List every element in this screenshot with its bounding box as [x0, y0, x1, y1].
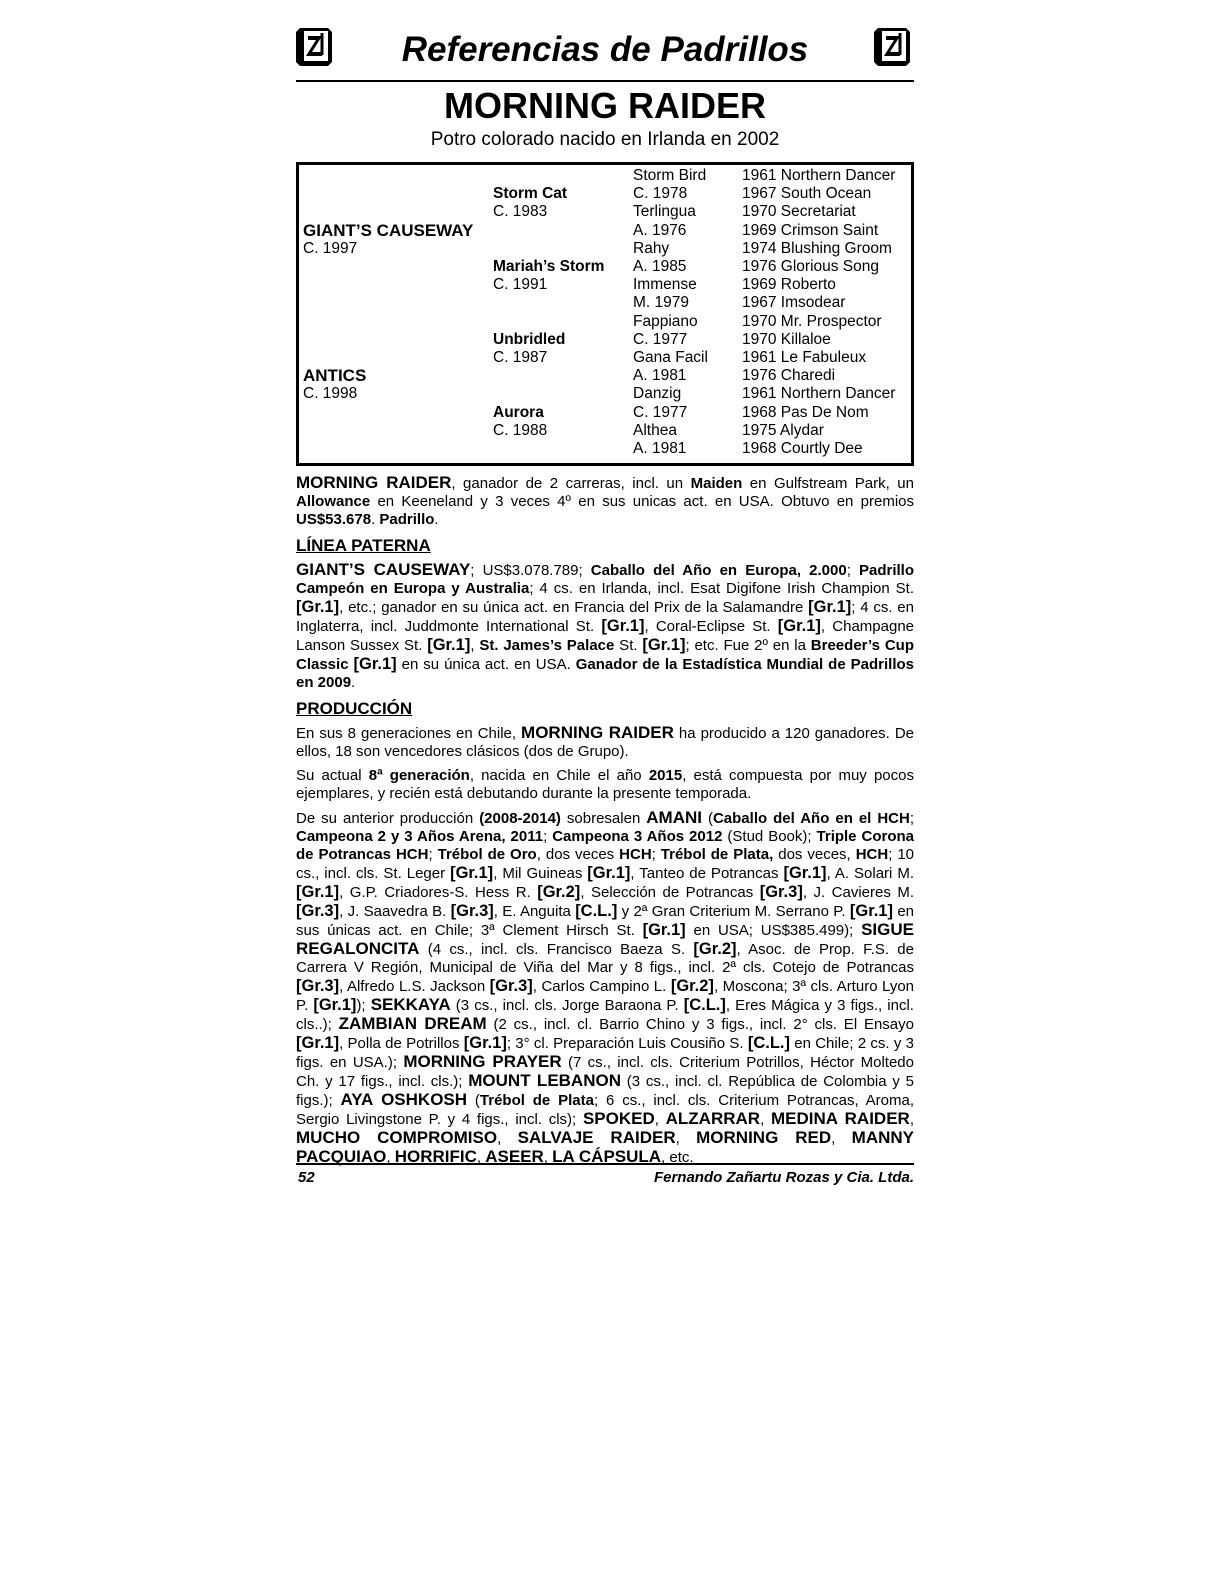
- linea-text: , Champagne Lanson Sussex St.: [296, 618, 915, 654]
- produccion-text: (4 cs., incl. cls. Francisco Baeza S.: [419, 941, 694, 958]
- sire-name: GIANT’S CAUSEWAY: [296, 560, 471, 579]
- produccion-text: ; 10 cs., incl. cls. St. Leger: [296, 846, 915, 882]
- linea-text: .: [351, 674, 356, 691]
- produccion-text: ;: [651, 846, 661, 863]
- offspring-name: SPOKED: [582, 1109, 655, 1128]
- pedigree-ancestor-cell: 1961 Northern Dancer: [742, 167, 896, 184]
- linea-text: ; 4 cs. en Inglaterra, incl. Juddmonte International St.: [296, 599, 914, 635]
- grade-label: [Gr.1]: [313, 996, 357, 1014]
- produccion-paragraph-2: [296, 767, 914, 803]
- pedigree-ancestor-cell: Fappiano: [633, 312, 698, 330]
- produccion-bold: Caballo del Año en el HCH: [712, 810, 910, 827]
- produccion-text: , Selección de Potrancas: [580, 884, 760, 901]
- produccion-paragraph-3: [296, 809, 914, 1167]
- linea-paragraph: [296, 561, 914, 692]
- pedigree-ancestor-cell: 1970 Killaloe: [742, 330, 831, 348]
- intro-text: , ganador de 2 carreras, incl. un: [451, 475, 691, 492]
- pedigree-ancestor-cell: 1968 Courtly Dee: [742, 440, 863, 457]
- grade-label: [Gr.2]: [670, 977, 714, 995]
- intro-text: en Keeneland y 3 veces 4º en sus unicas act. en USA. Obtuvo en premios: [370, 493, 914, 510]
- produccion-text: , J. Cavieres M.: [802, 884, 914, 901]
- pedigree-ancestor-cell: A. 1981: [633, 440, 687, 457]
- page-footer: [296, 1163, 914, 1189]
- produccion-text: dos veces,: [773, 846, 856, 863]
- offspring-name: MEDINA RAIDER: [770, 1109, 910, 1128]
- grade-label: [Gr.1]: [642, 636, 686, 654]
- produccion-text: ,: [497, 1130, 518, 1147]
- produccion-text: ,: [675, 1130, 697, 1147]
- produccion-text: ;: [428, 846, 438, 863]
- grade-label: [Gr.3]: [759, 883, 803, 901]
- produccion-bold: 2015: [648, 767, 683, 784]
- pedigree-grandsire-cell: Storm Cat: [493, 185, 568, 203]
- produccion-text: );: [356, 997, 371, 1014]
- publisher: Fernando Zañartu Rozas y Cia. Ltda.: [653, 1169, 914, 1186]
- produccion-text: , etc.: [661, 1149, 694, 1166]
- produccion-text: (2 cs., incl. cl. Barrio Chino y 3 figs., incl. 2° cls. El Ensayo: [486, 1016, 914, 1033]
- pedigree-sire-cell: GIANT’S CAUSEWAY: [303, 220, 474, 240]
- offspring-name: ASEER: [485, 1147, 544, 1166]
- pedigree-ancestor-cell: A. 1976: [633, 221, 687, 239]
- produccion-text: ; 3° cl. Preparación Luis Cousiño S.: [506, 1035, 748, 1052]
- grade-label: [Gr.1]: [296, 1034, 340, 1052]
- grade-label: [C.L.]: [575, 902, 618, 920]
- offspring-name: MORNING PRAYER: [403, 1052, 562, 1071]
- pedigree-grandsire-cell: Unbridled: [493, 330, 566, 348]
- grade-label: [Gr.1]: [783, 864, 827, 882]
- grade-label: [Gr.1]: [849, 902, 893, 920]
- pedigree-sire-cell: ANTICS: [303, 366, 367, 386]
- produccion-text: Su actual: [296, 767, 369, 784]
- linea-text: en su única act. en USA.: [396, 656, 576, 673]
- produccion-text: (7 cs., incl. cls. Criterium Potrillos, Héctor Moltedo Ch. y 17 figs., incl. cls.);: [296, 1054, 914, 1090]
- offspring-name: ALZARRAR: [665, 1109, 761, 1128]
- pedigree-ancestor-cell: 1967 South Ocean: [742, 185, 872, 203]
- linea-text: , etc.; ganador en su única act. en Francia del Prix de la Salamandre: [339, 599, 809, 616]
- intro-prize: US$53.678: [296, 511, 372, 528]
- page-title: Referencias de Padrillos: [401, 30, 809, 69]
- grade-label: [Gr.3]: [296, 977, 340, 995]
- pedigree-ancestor-cell: 1969 Crimson Saint: [742, 221, 879, 239]
- produccion-text: , Carlos Campino L.: [532, 978, 671, 995]
- grade-label: [Gr.3]: [296, 902, 340, 920]
- horse-subtitle: Potro colorado nacido en Irlanda en 2002: [430, 129, 780, 150]
- pedigree-ancestor-cell: 1961 Northern Dancer: [742, 385, 896, 403]
- produccion-text: ,: [386, 1149, 395, 1166]
- pedigree-ancestor-cell: Immense: [633, 276, 697, 294]
- intro-horse-name: MORNING RAIDER: [296, 473, 452, 492]
- pedigree-grandsire-cell: Aurora: [493, 403, 544, 421]
- linea-text: ;: [846, 562, 859, 579]
- produccion-text: De su anterior producción: [296, 810, 480, 827]
- pedigree-ancestor-cell: 1968 Pas De Nom: [742, 403, 869, 421]
- linea-text: St.: [614, 637, 643, 654]
- pedigree-sire-cell: C. 1997: [303, 239, 358, 257]
- pedigree-ancestor-cell: M. 1979: [633, 294, 690, 312]
- grade-label: [Gr.1]: [601, 617, 645, 635]
- produccion-text: , Asoc. de Prop. F.S. de Carrera V Región, Municipal de Viña del Mar y 8 figs., incl. 2ª cls. Cotejo de Potrancas: [296, 941, 914, 976]
- linea-text: ; US$3.078.789;: [470, 562, 591, 579]
- pedigree-ancestor-cell: 1970 Secretariat: [742, 203, 856, 221]
- produccion-text: , Moscona; 3ª cls. Arturo Lyon P.: [296, 978, 914, 1014]
- grade-label: [Gr.1]: [427, 636, 471, 654]
- offspring-name: MUCHO COMPROMISO: [296, 1128, 498, 1147]
- produccion-text: , Eres Mágica y 3 figs., incl. cls..);: [296, 997, 914, 1033]
- produccion-text: ,: [476, 1149, 486, 1166]
- produccion-text: ,: [543, 1149, 553, 1166]
- grade-label: [C.L.]: [683, 996, 726, 1014]
- pedigree-ancestor-cell: Danzig: [633, 385, 682, 403]
- produccion-text: , Tanteo de Potrancas: [630, 865, 784, 882]
- pedigree-ancestor-cell: C. 1977: [633, 403, 688, 421]
- produccion-text: , Mil Guineas: [493, 865, 588, 882]
- produccion-text: ,: [831, 1130, 852, 1147]
- offspring-name: SIGUE REGALONCITA: [296, 920, 914, 958]
- intro-text: .: [434, 511, 439, 528]
- produccion-text: , Polla de Potrillos: [339, 1035, 464, 1052]
- pedigree-grandsire-cell: C. 1987: [493, 349, 548, 366]
- offspring-name: SEKKAYA: [370, 995, 451, 1014]
- pedigree-ancestor-cell: Althea: [633, 421, 677, 439]
- produccion-text: , está compuesta por muy pocos ejemplares, y recién está debutando durante la presente temporada.: [296, 767, 914, 802]
- pedigree-ancestor-cell: 1974 Blushing Groom: [742, 239, 892, 257]
- pedigree-ancestor-cell: 1975 Alydar: [742, 421, 824, 439]
- produccion-bold: HCH: [855, 846, 889, 863]
- produccion-text: ;: [543, 828, 553, 845]
- page-number: 52: [298, 1169, 315, 1186]
- offspring-name: AMANI: [646, 808, 702, 827]
- offspring-name: AYA OSHKOSH: [340, 1090, 468, 1109]
- produccion-text: En sus 8 generaciones en Chile,: [296, 725, 522, 742]
- body-text: [296, 474, 914, 1167]
- produccion-text: , Alfredo L.S. Jackson: [339, 978, 490, 995]
- grade-label: [Gr.2]: [693, 940, 737, 958]
- produccion-text: en sus únicas act. en Chile; 3ª Clement Hirsch St.: [296, 903, 915, 939]
- pedigree-ancestor-cell: Storm Bird: [633, 167, 707, 184]
- pedigree-ancestor-cell: Rahy: [633, 239, 670, 257]
- produccion-text: (3 cs., incl. cl. República de Colombia y 5 figs.);: [296, 1073, 914, 1109]
- produccion-text: (: [701, 810, 713, 827]
- grade-label: [Gr.3]: [450, 902, 494, 920]
- produccion-text: ha producido a 120 ganadores. De ellos, 18 son vencedores clásicos (dos de Grupo).: [296, 725, 914, 760]
- section-heading-produccion: PRODUCCIÓN: [296, 699, 413, 718]
- produccion-text: , nacida en Chile el año: [469, 767, 649, 784]
- produccion-bold: Trébol de Plata,: [660, 846, 774, 863]
- produccion-text: (3 cs., incl. cls. Jorge Baraona P.: [450, 997, 684, 1014]
- produccion-text: ,: [760, 1111, 771, 1128]
- linea-text: ; 4 cs. en Irlanda, incl. Esat Digifone Irish Champion St.: [529, 580, 914, 597]
- produccion-bold: Campeona 2 y 3 Años Arena, 2011: [296, 828, 544, 845]
- produccion-horse-name: MORNING RAIDER: [521, 723, 674, 742]
- grade-label: [Gr.1]: [777, 617, 821, 635]
- offspring-name: MOUNT LEBANON: [468, 1071, 621, 1090]
- grade-label: [Gr.1]: [296, 883, 340, 901]
- pedigree-ancestor-cell: 1961 Le Fabuleux: [742, 349, 867, 366]
- linea-bold: Ganador de la Estadística Mundial de Padrillos en 2009: [296, 656, 915, 691]
- pedigree-ancestor-cell: 1976 Charedi: [742, 367, 836, 385]
- produccion-text: , J. Saavedra B.: [339, 903, 451, 920]
- produccion-paragraph-1: [296, 724, 914, 761]
- linea-bold: Caballo del Año en Europa, 2.000: [590, 562, 847, 579]
- pedigree-sire-cell: C. 1998: [303, 385, 358, 403]
- produccion-text: sobresalen: [560, 810, 647, 827]
- pedigree-ancestor-cell: C. 1977: [633, 330, 688, 348]
- produccion-text: ;: [909, 810, 914, 827]
- produccion-bold: Trébol de Plata: [479, 1092, 594, 1109]
- produccion-text: ,: [909, 1111, 914, 1128]
- linea-bold: Padrillo Campeón en Europa y Australia: [296, 562, 915, 597]
- offspring-name: ZAMBIAN DREAM: [338, 1014, 487, 1033]
- produccion-text: (: [467, 1092, 480, 1109]
- pedigree-grandsire-cell: Mariah’s Storm: [493, 258, 605, 275]
- linea-bold: Breeder’s Cup Classic: [296, 637, 914, 673]
- page: [296, 18, 914, 1173]
- pedigree-ancestor-cell: 1976 Glorious Song: [742, 258, 880, 275]
- grade-label: [C.L.]: [747, 1034, 790, 1052]
- produccion-bold: Campeona 3 Años 2012: [552, 828, 723, 845]
- offspring-name: MORNING RED: [696, 1128, 832, 1147]
- grade-label: [Gr.1]: [353, 655, 397, 673]
- grade-label: [Gr.1]: [450, 864, 494, 882]
- pedigree-grandsire-cell: C. 1983: [493, 203, 548, 221]
- linea-text: , Coral-Eclipse St.: [644, 618, 778, 635]
- produccion-text: (Stud Book);: [722, 828, 817, 845]
- grade-label: [Gr.1]: [463, 1034, 507, 1052]
- grade-label: [Gr.1]: [587, 864, 631, 882]
- grade-label: [Gr.2]: [537, 883, 581, 901]
- linea-text: ; etc. Fue 2º en la: [685, 637, 811, 654]
- intro-maiden: Maiden: [690, 475, 743, 492]
- produccion-text: , G.P. Criadores-S. Hess R.: [339, 884, 538, 901]
- pedigree-ancestor-cell: Terlingua: [633, 203, 696, 221]
- produccion-bold: Triple Corona de Potrancas HCH: [296, 828, 914, 863]
- produccion-bold: 8ª generación: [368, 767, 470, 784]
- produccion-bold: HCH: [619, 846, 652, 863]
- offspring-name: SALVAJE RAIDER: [517, 1128, 676, 1147]
- pedigree-ancestor-cell: 1969 Roberto: [742, 276, 836, 294]
- grade-label: [Gr.1]: [808, 598, 852, 616]
- pedigree-table: [296, 162, 914, 466]
- intro-paragraph: [296, 474, 914, 529]
- produccion-text: y 2ª Gran Criterium M. Serrano P.: [617, 903, 850, 920]
- produccion-bold: Trébol de Oro: [437, 846, 537, 863]
- produccion-text: ,: [654, 1111, 666, 1128]
- produccion-bold: (2008-2014): [479, 810, 561, 827]
- produccion-text: en USA; US$385.499);: [685, 922, 862, 939]
- intro-allowance: Allowance: [296, 493, 371, 510]
- brand-logo-icon: [874, 24, 914, 68]
- pedigree-ancestor-cell: C. 1978: [633, 185, 688, 203]
- pedigree-ancestor-cell: A. 1985: [633, 258, 687, 275]
- offspring-name: MANNY PACQUIAO: [296, 1128, 914, 1166]
- produccion-text: , A. Solari M.: [826, 865, 914, 882]
- produccion-text: ; 6 cs., incl. cls. Criterium Potrancas, Aroma, Sergio Livingstone P. y 4 figs., incl. cls);: [296, 1092, 915, 1128]
- page-header: [296, 18, 914, 82]
- grade-label: [Gr.3]: [489, 977, 533, 995]
- pedigree-ancestor-cell: 1967 Imsodear: [742, 294, 846, 312]
- intro-text: .: [371, 511, 380, 528]
- pedigree-grandsire-cell: C. 1991: [493, 276, 548, 294]
- produccion-text: , dos veces: [536, 846, 620, 863]
- grade-label: [Gr.1]: [296, 598, 340, 616]
- produccion-text: en Chile; 2 cs. y 3 figs. en USA.);: [296, 1035, 914, 1071]
- offspring-name: LA CÁPSULA: [552, 1147, 662, 1166]
- offspring-name: HORRIFIC: [394, 1147, 477, 1166]
- pedigree-ancestor-cell: A. 1981: [633, 367, 687, 385]
- pedigree-grandsire-cell: C. 1988: [493, 421, 548, 439]
- produccion-text: , E. Anguita: [493, 903, 576, 920]
- linea-bold: St. James’s Palace: [479, 637, 615, 654]
- horse-name: MORNING RAIDER: [444, 85, 766, 126]
- linea-text: ,: [470, 637, 480, 654]
- intro-padrillo: Padrillo: [379, 511, 435, 528]
- pedigree-ancestor-cell: Gana Facil: [633, 349, 708, 366]
- section-heading-linea: LÍNEA PATERNA: [296, 536, 431, 555]
- pedigree-ancestor-cell: 1970 Mr. Prospector: [742, 312, 882, 330]
- intro-text: en Gulfstream Park, un: [742, 475, 914, 492]
- grade-label: [Gr.1]: [642, 921, 686, 939]
